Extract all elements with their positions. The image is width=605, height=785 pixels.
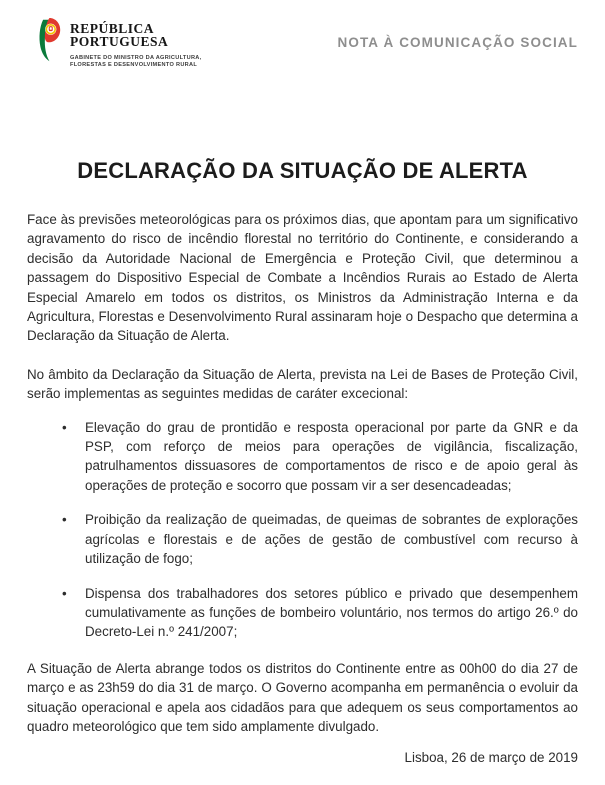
paragraph-closing: A Situação de Alerta abrange todos os distritos do Continente entre as 00h00 do dia 27 de março e as 23h59 do dia 31 de março. O Governo acompanha em permanência o evoluir da situação operacional e apela aos cidadãos para que adequem os seus comportamentos ao quadro meteorológico que tem sido amplamente divulgado. xyxy=(27,660,578,734)
government-logo xyxy=(27,16,201,69)
logo-text xyxy=(70,16,201,69)
cabinet-name xyxy=(70,55,201,69)
measures-list xyxy=(27,418,578,642)
paragraph-measures-intro: No âmbito da Declaração da Situação de Alerta, prevista na Lei de Bases de Proteção Civil, serão implementas as seguintes medidas de caráter excecional: xyxy=(27,366,578,402)
portugal-flag-emblem-icon xyxy=(35,16,62,65)
cabinet-line2: FLORESTAS E DESENVOLVIMENTO RURAL xyxy=(70,62,198,68)
bullet-icon: • xyxy=(62,512,67,528)
paragraph-intro: Face às previsões meteorológicas para os próximos dias, que apontam para um significativo agravamento do risco de incêndio florestal no território do Continente, e considerando a decisão da Autoridade Nacional de Emergência e Proteção Civil, que determinou a passagem do Dispositivo Especial de Combate a Incêndios Rurais ao Estado de Alerta Especial Amarelo em todos os distritos, os Ministros da Administração Interna e da Agricultura, Florestas e Desenvolvimento Rural assinaram hoje o Despacho que determina a Declaração da Situação de Alerta. xyxy=(27,212,578,344)
republic-name-line2: PORTUGUESA xyxy=(70,34,169,49)
measure-item-2 xyxy=(62,510,578,568)
document-header xyxy=(27,16,578,69)
document-title: DECLARAÇÃO DA SITUAÇÃO DE ALERTA xyxy=(77,158,528,183)
measure-item-3 xyxy=(62,584,578,642)
measure-item-2-text: Proibição da realização de queimadas, de queimas de sobrantes de explorações agrícolas e florestais e de ações de gestão de combustível com recurso à utilização de fogo; xyxy=(85,512,578,567)
measure-item-1 xyxy=(62,418,578,496)
measure-item-1-text: Elevação do grau de prontidão e resposta operacional por parte da GNR e da PSP, com reforço de meios para operações de vigilância, fiscalização, patrulhamentos dissuasores de comportamentos de risco e de apoio geral às operações de proteção e socorro que possam vir a ser desencadeadas; xyxy=(85,419,578,493)
measure-item-3-text: Dispensa dos trabalhadores dos setores público e privado que desempenhem cumulativamente as funções de bombeiro voluntário, nos termos do artigo 26.º do Decreto-Lei n.º 241/2007; xyxy=(85,585,578,640)
bullet-icon: • xyxy=(62,585,67,601)
cabinet-line1: GABINETE DO MINISTRO DA AGRICULTURA, xyxy=(70,55,202,61)
bullet-icon: • xyxy=(62,419,67,435)
dateline: Lisboa, 26 de março de 2019 xyxy=(404,750,578,766)
republic-name-line1: REPÚBLICA xyxy=(70,21,155,36)
press-note-label: NOTA À COMUNICAÇÃO SOCIAL xyxy=(337,35,578,50)
